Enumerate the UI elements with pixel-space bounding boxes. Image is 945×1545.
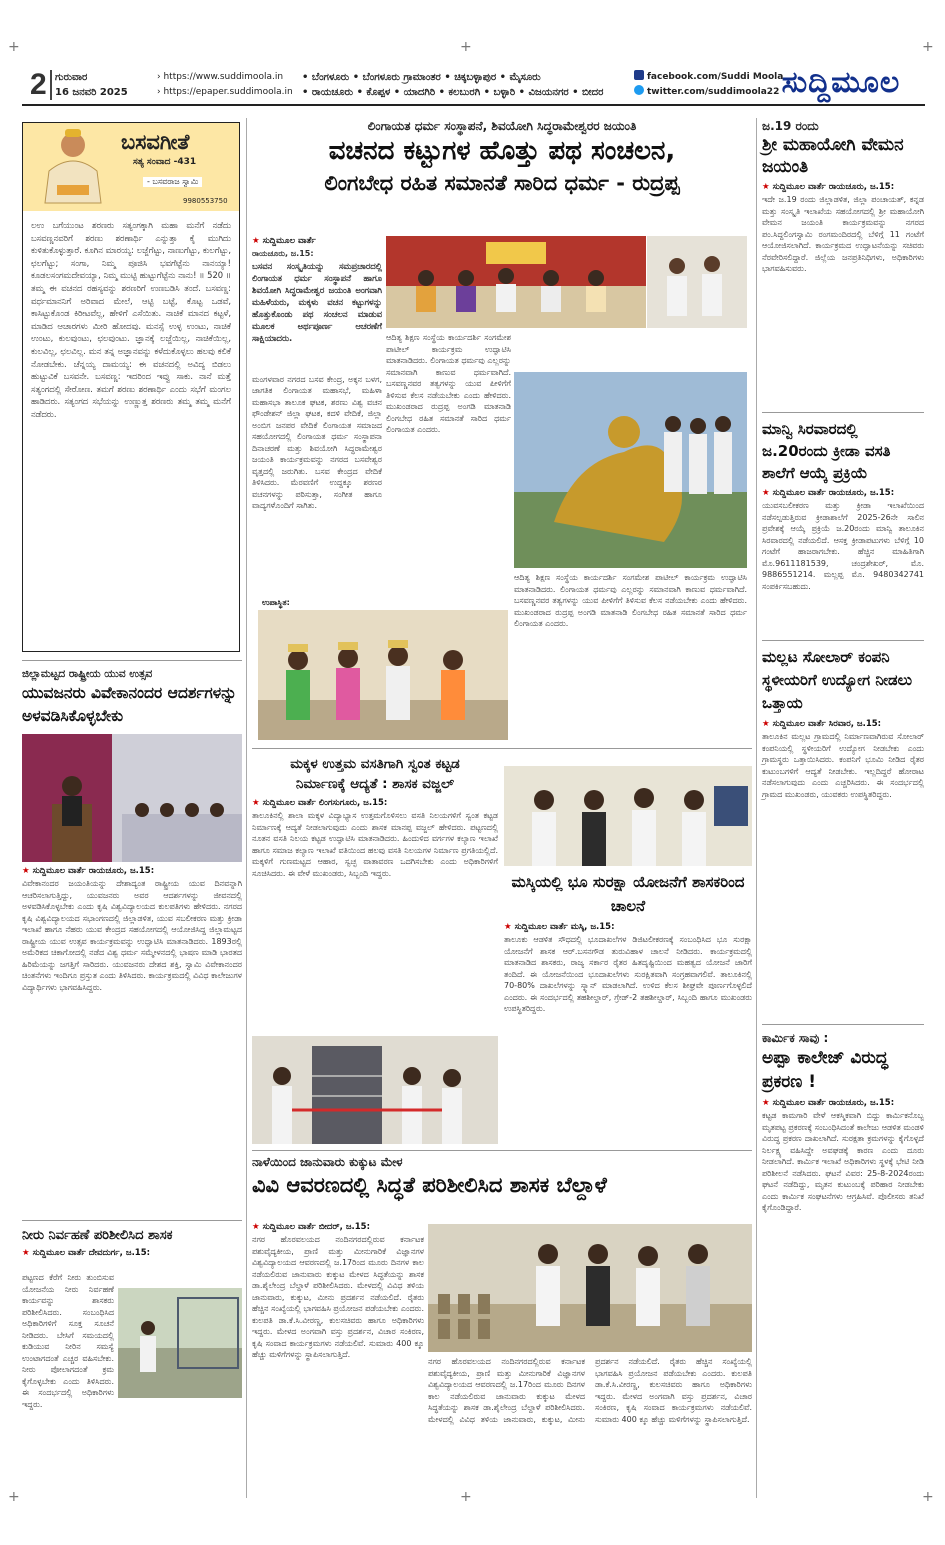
lead-headline: ವಚನದ ಕಟ್ಟುಗಳ ಹೊತ್ತು ಪಥ ಸಂಚಲನ,	[328, 136, 676, 166]
lead-story-col2	[386, 332, 511, 582]
statue-illustration	[514, 372, 747, 568]
story-divider	[762, 640, 924, 641]
lead-photo-procession	[258, 610, 508, 740]
crop-mark: +	[922, 39, 934, 55]
story-kicker: ಕಾರ್ಮಿಕ ಸಾವು :	[762, 1031, 829, 1045]
karmika-story	[762, 1030, 924, 1464]
byline-name: ಸುದ್ದಿಮೂಲ ವಾರ್ತೆ	[772, 1098, 826, 1108]
dateline: ರಾಯಚೂರು, ಜ.15:	[252, 249, 314, 258]
story-divider	[22, 1220, 242, 1221]
column-title: ಬಸವಗೀತೆ	[121, 130, 190, 154]
edition-cities	[302, 70, 603, 100]
byline: ★ ಸುದ್ದಿಮೂಲ ವಾರ್ತೆ ಬೀದರ್, ಜ.15:	[252, 1222, 370, 1232]
url-list	[157, 70, 293, 100]
column-body: ಲಉ ಬಗೆಯುಂಟ ಶರಣರು ಸತ್ಯಂಗಕ್ಕಾಗಿ ಮಹಾ ಮನೆಗೆ ನಡೆದು ಬಸವಣ್ಣನವರಿಗೆ ಶರಣು ಶರಣಾರ್ಥಿ ಎನ್ನುತ್ತಾ ಕೈ ಮುಗಿದು ಕುಳಿತುಕೊಳ್ಳುತ್ತಾರೆ. ಕೂಗಿನ ಮಾರಯ್ಯ: ಲಜ್ಜೆಗೆಟ್ಟು, ನಾಣುಗೆಟ್ಟು, ಕುಲಗೆಟ್ಟು, ಛಲಗೆಟ್ಟು; ಸಂಗಾ, ನಿಮ್ಮ ಪೂಜಿಸಿ ಭವಗೆಟ್ಟೆನು ನಾನಯ್ಯಾ! ಕೂಡಲಸಂಗಮದೇವಯ್ಯಾ, ನಿಮ್ಮ ಮುಟ್ಟಿ ಹುಟ್ಟುಗೆಟ್ಟೆನು ನಾನು! ॥ 520 ॥ ತಮ್ಮ ಈ ವಚನದ ರಹಸ್ಯವನ್ನು ಶರಣರಿಗೆ ಉಣಬಡಿಸಿ ತಂದೆ. ಬಸವಣ್ಣ: ವರ್ಧಮಾನನಿಗೆ ಅರಿವಾದ ಮೇಲೆ, ಆಟ್ಟಿ ಬಟ್ಟೆ, ಕೊಟ್ಟ ಒಡವೆ, ಕಾಸಿಟ್ಟುಕೊಂಡ ಕಿರೀಟವೆಲ್ಲ, ಹೇಳಿಗೆ ಎಸೆಯಿತು. ನಾಚಿಕೆ ಮಾನದ ಕಟ್ಟಳೆ, ಮಾಡಿದ ಆಚಾರಗಳು ಮೀರಿ ಹೋದವು. ಮನಸ್ಸೆ ಉಳ್ಳ ಉಂಟು, ನಾಚಿಕೆ ಉಂಟು, ಕುಲವುಂಟು, ಛಲವುಂಟು. ಜ್ಞಾನಕ್ಕೆ ಲಜ್ಜೆಯಿಲ್ಲ, ನಾಚಿಕೆಯಿಲ್ಲ, ಕುಲವಿಲ್ಲ, ಛಲವಿಲ್ಲ. ಮನ ತನ್ನ ಅಜ್ಞಾನವನ್ನು ಕಳೆದುಕೊಳ್ಳಲು ಹಲವು ಕಲಿಕೆ ನೋಡಬೇಕು. ಚೆನ್ನಯ್ಯ ದಾಮಯ್ಯ: ಈ ವಚನದಲ್ಲಿ ಅವಿದ್ಯ ಬಿಡಲು ಹುಟ್ಟುವಿಕೆ ಬಸವನೇ. ಬಸವಣ್ಣ: ಇದರಿಂದ ಇವ್ವು ಸಾಕು. ನಾನೆ ಮತ್ತೆ ಸತ್ಯಂಗದಲ್ಲಿ ಸೇರೋಣ. ತಮಗೆ ಶರಣು ಶರಣಾರ್ಥಿ ಎಂದು ಸಭೆಗೆ ಮಂಗಲ ಹಾಡಿದರು. ಸತ್ಯಂಗದ ಸಭೆಯನ್ನು ಉಣ್ಣುತ್ತ ಶರಣರು ತಮ್ಮ ತಮ್ಮ ಮನೆಗೆ ನಡೆದರು.	[31, 220, 231, 419]
byline: ★ ಸುದ್ದಿಮೂಲ ವಾರ್ತೆ ಸಿರವಾರ, ಜ.15:	[762, 719, 882, 729]
column-divider	[246, 118, 247, 1498]
procession-illustration	[258, 610, 508, 740]
lead-kicker: ಲಿಂಗಾಯತ ಧರ್ಮ ಸಂಸ್ಥಾಪನೆ, ಶಿವಯೋಗಿ ಸಿದ್ಧರಾಮೇಶ್ವರರ ಜಯಂತಿ	[367, 119, 637, 133]
lead-intro: ಬಸವನ ಸಂಸ್ಕೃತಿಯನ್ನು ಸಮಪ್ರಚಾರದಲ್ಲಿ ಲಿಂಗಾಯತ ಧರ್ಮ ಸಂಸ್ಥಾಪನೆ ಹಾಗೂ ಶಿವಯೋಗಿ ಸಿದ್ಧರಾಮೇಶ್ವರ ಜಯಂತಿ ಅಂಗವಾಗಿ ಮಹಿಳೆಯರು, ಮಕ್ಕಳು ವಚನ ಕಟ್ಟುಗಳನ್ನು ಹೊತ್ತುಕೊಂಡು ಪಥ ಸಂಚಲನ ಮಾಡುವ ಮೂಲಕ ಅರ್ಥಪೂರ್ಣ ಆಚರಣೆಗೆ ಸಾಕ್ಷಿಯಾದರು.	[252, 260, 382, 343]
story-body: ನಗರ ಹೊರವಲಯದ ನಂದಿನಗರದಲ್ಲಿರುವ ಕರ್ನಾಟಕ ಪಶುವೈದ್ಯಕೀಯ, ಪ್ರಾಣಿ ಮತ್ತು ಮೀನುಗಾರಿಕೆ ವಿಜ್ಞಾನಗಳ ವಿಶ್ವವಿದ್ಯಾಲಯದ ಆವರಣದಲ್ಲಿ ಜ.17ರಿಂದ ಮೂರು ದಿನಗಳ ಕಾಲ ನಡೆಯಲಿರುವ ಜಾನುವಾರು ಕುಕ್ಕುಟ ಮೇಳದ ಸಿದ್ಧತೆಯನ್ನು ಶಾಸಕ ಡಾ.ಶೈಲೇಂದ್ರ ಬೆಲ್ದಾಳೆ ಪರಿಶೀಲಿಸಿದರು. ಮೇಳದಲ್ಲಿ ವಿವಿಧ ತಳಿಯ ಜಾನುವಾರು, ಕುಕ್ಕುಟ, ಮೀನು ಪ್ರದರ್ಶನ ನಡೆಯಲಿದೆ. ರೈತರು ಹೆಚ್ಚಿನ ಸಂಖ್ಯೆಯಲ್ಲಿ ಭಾಗವಹಿಸಿ ಪ್ರಯೋಜನ ಪಡೆಯಬೇಕು ಎಂದರು. ಕುಲಪತಿ ಡಾ.ಕೆ.ಸಿ.ವೀರಣ್ಣ, ಕುಲಸಚಿವರು ಹಾಗೂ ಅಧಿಕಾರಿಗಳು ಇದ್ದರು. ಮೇಳದ ಅಂಗವಾಗಿ ವಸ್ತು ಪ್ರದರ್ಶನ, ವಿಚಾರ ಸಂಕಿರಣ, ಕೃಷಿ ಸಂವಾದ ಕಾರ್ಯಕ್ರಮಗಳು ನಡೆಯಲಿವೆ. ಸುಮಾರು 400 ಕ್ಕೂ ಹೆಚ್ಚು ಮಳಿಗೆಗಳನ್ನು ಸ್ಥಾಪಿಸಲಾಗುತ್ತಿದೆ.	[252, 1235, 424, 1359]
twitter-icon	[634, 85, 644, 95]
fair-photo	[428, 1224, 752, 1352]
facebook-link[interactable]: facebook.com/Suddi Moola	[647, 72, 784, 82]
byline-name: ಸುದ್ದಿಮೂಲ ವಾರ್ತೆ	[514, 922, 568, 932]
story-headline: ಅಪ್ಪಾ ಕಾಲೇಜ್ ವಿರುದ್ಧ ಪ್ರಕರಣ !	[762, 1048, 889, 1092]
auditorium-illustration	[22, 734, 242, 862]
story-headline: ಮಸ್ಕಿಯಲ್ಲಿ ಭೂ ಸುರಕ್ಷಾ ಯೋಜನೆಗೆ ಶಾಸಕರಿಂದ ಚಾಲನೆ	[511, 873, 745, 915]
masthead	[22, 66, 925, 106]
story-body: ತಾಲೂಕಿನಲ್ಲಿ ಶಾಲಾ ಮಕ್ಕಳ ವಿದ್ಯಾಭ್ಯಾಸ ಉತ್ತಮಗೊಳಿಸಲು ವಸತಿ ನಿಲಯಗಳಿಗೆ ಸ್ವಂತ ಕಟ್ಟಡ ನಿರ್ಮಾಣಕ್ಕೆ ಆದ್ಯತೆ ನೀಡಲಾಗುವುದು ಎಂದು ಶಾಸಕ ಮಾನಪ್ಪ ವಜ್ಜಲ್ ಹೇಳಿದರು. ಪಟ್ಟಣದಲ್ಲಿ ನೂತನ ವಸತಿ ನಿಲಯ ಕಟ್ಟಡ ಉದ್ಘಾಟಿಸಿ ಮಾತನಾಡಿದರು. ಹಿಂದುಳಿದ ವರ್ಗಗಳ ಕಲ್ಯಾಣ ಇಲಾಖೆ ಹಾಗೂ ಸಮಾಜ ಕಲ್ಯಾಣ ಇಲಾಖೆ ವತಿಯಿಂದ ಹಲವು ವಸತಿ ನಿಲಯಗಳ ನಿರ್ಮಾಣ ಪ್ರಗತಿಯಲ್ಲಿದೆ. ಮಕ್ಕಳಿಗೆ ಗುಣಮಟ್ಟದ ಆಹಾರ, ಸ್ವಚ್ಛ ವಾತಾವರಣ ಒದಗಿಸಬೇಕು ಎಂದು ಅಧಿಕಾರಿಗಳಿಗೆ ಸೂಚಿಸಿದರು. ಈ ವೇಳೆ ಮುಖಂಡರು, ಸಿಬ್ಬಂದಿ ಇದ್ದರು.	[252, 811, 498, 878]
story-body: ತಾಲೂಕಿನ ಮಲ್ಲಟ ಗ್ರಾಮದಲ್ಲಿ ನಿರ್ಮಾಣವಾಗಿರುವ ಸೋಲಾರ್ ಕಂಪನಿಯಲ್ಲಿ ಸ್ಥಳೀಯರಿಗೆ ಉದ್ಯೋಗ ನೀಡಬೇಕು ಎಂದು ಗ್ರಾಮಸ್ಥರು ಒತ್ತಾಯಿಸಿದರು. ಕಂಪನಿಗೆ ಭೂಮಿ ನೀಡಿದ ರೈತರ ಕುಟುಂಬಗಳಿಗೆ ಆದ್ಯತೆ ನೀಡಬೇಕು. ಇಲ್ಲದಿದ್ದರೆ ಹೋರಾಟ ನಡೆಸಲಾಗುವುದು ಎಂದು ಎಚ್ಚರಿಸಿದರು. ಈ ಸಂದರ್ಭದಲ್ಲಿ ಗ್ರಾಮದ ಮುಖಂಡರು, ಯುವಕರು ಉಪಸ್ಥಿತರಿದ್ದರು.	[762, 732, 924, 799]
saint-portrait	[27, 123, 119, 211]
crop-mark: +	[460, 39, 472, 55]
office-event-illustration	[504, 766, 752, 866]
dateline: ದೇವದುರ್ಗ, ಜ.15:	[88, 1248, 151, 1258]
dateline: ಸಿರವಾರ, ಜ.15:	[828, 719, 882, 729]
page-number: 2	[30, 68, 47, 101]
spacer	[386, 336, 387, 586]
byline-name: ಸುದ್ದಿಮೂಲ ವಾರ್ತೆ	[32, 866, 86, 876]
lead-story-col1	[252, 236, 382, 614]
story-divider	[22, 660, 242, 661]
story-divider	[762, 412, 924, 413]
story-divider	[252, 748, 752, 749]
column-header	[23, 123, 239, 211]
youth-story	[22, 666, 242, 728]
crop-mark: +	[8, 1489, 20, 1505]
venue-inspection-illustration	[428, 1224, 752, 1352]
column-subtitle: ಸತ್ಯ ಸಂವಾದ -431	[133, 157, 197, 167]
facebook-icon	[634, 70, 644, 80]
byline: ★ ಸುದ್ದಿಮೂಲ ವಾರ್ತೆ ರಾಯಚೂರು, ಜ.15:	[22, 866, 155, 876]
byline: ★ ಸುದ್ದಿಮೂಲ ವಾರ್ತೆ ದೇವದುರ್ಗ, ಜ.15:	[22, 1248, 151, 1258]
lead-headline: ಲಿಂಗಬೇಧ ರಹಿತ ಸಮಾನತೆ ಸಾರಿದ ಧರ್ಮ - ರುದ್ರಪ್ಪ	[324, 171, 680, 195]
story-headline: ನಿರ್ಮಾಣಕ್ಕೆ ಆದ್ಯತೆ : ಶಾಸಕ ವಜ್ಜಲ್	[295, 776, 455, 792]
divider	[50, 70, 52, 100]
twitter-link[interactable]: twitter.com/suddimoola22	[647, 87, 780, 97]
lead-story-col3	[514, 572, 747, 628]
story-headline: ಮಾನ್ವಿ ಸಿರವಾರದಲ್ಲಿ ಜ.20ರಂದು ಕ್ರೀಡಾ ವಸತಿ ಶಾಲೆಗೆ ಆಯ್ಕೆ ಪ್ರಕ್ರಿಯೆ	[762, 420, 891, 482]
byline-name: ಸುದ್ದಿಮೂಲ ವಾರ್ತೆ	[262, 236, 316, 246]
lead-body-3: ಆದಿತ್ಯ ಶಿಕ್ಷಣ ಸಂಸ್ಥೆಯ ಕಾರ್ಯದರ್ಶಿ ಸಂಗಮೇಶ ಪಾಟೀಲ್ ಕಾರ್ಯಕ್ರಮ ಉದ್ಘಾಟಿಸಿ ಮಾತನಾಡಿದರು. ಲಿಂಗಾಯತ ಧರ್ಮವು ಎಲ್ಲರನ್ನು ಸಮಾನವಾಗಿ ಕಾಣುವ ಧರ್ಮವಾಗಿದೆ. ಬಸವಣ್ಣನವರ ತತ್ವಗಳನ್ನು ಯುವ ಪೀಳಿಗೆಗೆ ತಿಳಿಸುವ ಕೆಲಸ ನಡೆಯಬೇಕು ಎಂದು ಹೇಳಿದರು. ಮುಖಂಡರಾದ ರುದ್ರಪ್ಪ ಅಂಗಡಿ ಮಾತನಾಡಿ ಲಿಂಗಬೇಧ ರಹಿತ ಸಮಾನತೆ ಸಾರಿದ ಧರ್ಮ ಲಿಂಗಾಯತ ಎಂದರು.	[514, 573, 747, 628]
byline: ★ ಸುದ್ದಿಮೂಲ ವಾರ್ತೆ	[252, 236, 316, 246]
hostel-story	[252, 754, 498, 1048]
byline-name: ಸುದ್ದಿಮೂಲ ವಾರ್ತೆ	[32, 1248, 86, 1258]
water-photo	[118, 1288, 242, 1398]
story-headline: ಮಕ್ಕಳ ಉತ್ತಮ ವಸತಿಗಾಗಿ ಸ್ವಂತ ಕಟ್ಟಡ	[290, 756, 460, 772]
bhoo-photo	[504, 766, 752, 866]
fair-headline-block	[252, 1154, 752, 1200]
lead-body: ಮಂಗಳವಾರ ನಗರದ ಬಸವ ಕೇಂದ್ರ, ಅಕ್ಕನ ಬಳಗ, ಜಾಗತಿಕ ಲಿಂಗಾಯತ ಮಹಾಸಭೆ, ಮಹಿಳಾ ಮಹಾಸಭಾ ತಾಲೂಕ ಘಟಕ, ಶರಣು ವಿಶ್ವ ವಚನ ಫೌಂಡೇಶನ್ ಜಿಲ್ಲಾ ಘಟಕ, ಕದಳಿ ವೇದಿಕೆ, ಜಿಲ್ಲಾ ಅಂಬಿಗ ಜನಪರ ವೇದಿಕೆ ಲಿಂಗಾಯತ ಸಮಾಜದ ಸಹಯೋಗದಲ್ಲಿ ಲಿಂಗಾಯತ ಧರ್ಮ ಸಂಸ್ಥಾಪನಾ ದಿನಾಚರಣೆ ಮತ್ತು ಶಿವಯೋಗಿ ಸಿದ್ಧರಾಮೇಶ್ವರ ಜಯಂತಿ ಕಾರ್ಯಕ್ರಮವನ್ನು ನಗರದ ಬಸವೇಶ್ವರ ವೃತ್ತದಲ್ಲಿ ಜರುಗಿತು. ಬಸವ ಕೇಂದ್ರದ ವೇದಿಕೆ ತಿಳಿಸಿದರು. ಮೆರವಣಿಗೆ ಉದ್ದಕ್ಕೂ ಶರಣರ ವಚನಗಳನ್ನು ಪಠಿಸುತ್ತಾ, ಸಂಗೀತ ಹಾಗೂ ವಾದ್ಯಗಳೊಂದಿಗೆ ಸಾಗಿತು.	[252, 374, 382, 510]
dateline: ರಾಯಚೂರು, ಜ.15:	[828, 182, 895, 192]
story-body: ವಿವೇಕಾನಂದರ ಜಯಂತಿಯನ್ನು ದೇಶಾದ್ಯಂತ ರಾಷ್ಟ್ರೀಯ ಯುವ ದಿನವನ್ನಾಗಿ ಆಚರಿಸಲಾಗುತ್ತಿದ್ದು, ಯುವಜನರು ಅವರ ಆದರ್ಶಗಳನ್ನು ಜೀವನದಲ್ಲಿ ಅಳವಡಿಸಿಕೊಳ್ಳಬೇಕು ಎಂದು ಕೃಷಿ ವಿಶ್ವವಿದ್ಯಾಲಯದ ಕುಲಪತಿಗಳು ಹೇಳಿದರು. ನಗರದ ಕೃಷಿ ವಿಶ್ವವಿದ್ಯಾಲಯದ ಸಭಾಂಗಣದಲ್ಲಿ ಜಿಲ್ಲಾಡಳಿತ, ಯುವ ಸಬಲೀಕರಣ ಮತ್ತು ಕ್ರೀಡಾ ಇಲಾಖೆ ಹಾಗೂ ನೆಹರು ಯುವ ಕೇಂದ್ರದ ಸಹಯೋಗದಲ್ಲಿ ಆಯೋಜಿಸಿದ್ದ ಜಿಲ್ಲಾಮಟ್ಟದ ರಾಷ್ಟ್ರೀಯ ಯುವ ಉತ್ಸವ ಕಾರ್ಯಕ್ರಮವನ್ನು ಉದ್ಘಾಟಿಸಿ ಮಾತನಾಡಿದರು. 1893ರಲ್ಲಿ ಅಮೆರಿಕದ ಚಿಕಾಗೋದಲ್ಲಿ ನಡೆದ ವಿಶ್ವ ಧರ್ಮ ಸಮ್ಮೇಳನದಲ್ಲಿ ಭಾಷಣ ಮಾಡಿ ಭಾರತದ ಹಿರಿಮೆಯನ್ನು ಜಗತ್ತಿಗೆ ಸಾರಿದರು. ಯುವಜನರು ದೇಶದ ಶಕ್ತಿ, ಸ್ವಾಮಿ ವಿವೇಕಾನಂದರ ಚಿಂತನೆಗಳು ಇಂದಿಗೂ ಪ್ರಸ್ತುತ ಎಂದು ತಿಳಿಸಿದರು. ಕಾರ್ಯಕ್ರಮದಲ್ಲಿ ವಿವಿಧ ಕಾಲೇಜುಗಳ ವಿದ್ಯಾರ್ಥಿಗಳು ಭಾಗವಹಿಸಿದ್ದರು.	[22, 879, 242, 992]
dateline: ರಾಯಚೂರು, ಜ.15:	[828, 1098, 895, 1108]
water-story	[22, 1226, 242, 1260]
story-body: ಯುವಸಬಲೀಕರಣ ಮತ್ತು ಕ್ರೀಡಾ ಇಲಾಖೆಯಿಂದ ನಡೆಸಲ್ಪಡುತ್ತಿರುವ ಕ್ರೀಡಾಶಾಲೆಗೆ 2025-26ನೇ ಸಾಲಿನ ಪ್ರವೇಶಕ್ಕೆ ಆಯ್ಕೆ ಪ್ರಕ್ರಿಯೆ ಜ.20ರಂದು ಮಾನ್ವಿ ತಾಲೂಕಿನ ಸಿರವಾರದಲ್ಲಿ ನಡೆಯಲಿದೆ. ಆಸಕ್ತ ಕ್ರೀಡಾಪಟುಗಳು ಬೆಳಿಗ್ಗೆ 10 ಗಂಟೆಗೆ ಹಾಜರಾಗಬೇಕು. ಹೆಚ್ಚಿನ ಮಾಹಿತಿಗಾಗಿ ಮೊ.9611181539, ಚಂದ್ರಶೇಖರ್, ಮೊ. 9886551214. ಮಲ್ಲಪ್ಪ ಮೊ. 9480342741 ಸಂಪರ್ಕಿಸಬಹುದು.	[762, 501, 924, 591]
dateline: ರಾಯಚೂರು, ಜ.15:	[828, 488, 895, 498]
crop-mark: +	[460, 1489, 472, 1505]
story-body: ಪಟ್ಟಣದ ಕೆರೆಗೆ ನೀರು ತುಂಬಿಸುವ ಯೋಜನೆಯ ನೀರು ನಿರ್ವಹಣೆ ಕಾರ್ಯವನ್ನು ಶಾಸಕರು ಪರಿಶೀಲಿಸಿದರು. ಸಂಬಂಧಿಸಿದ ಅಧಿಕಾರಿಗಳಿಗೆ ಸೂಕ್ತ ಸೂಚನೆ ನೀಡಿದರು. ಬೇಸಿಗೆ ಸಮಯದಲ್ಲಿ ಕುಡಿಯುವ ನೀರಿನ ಸಮಸ್ಯೆ ಉಂಟಾಗದಂತೆ ಎಚ್ಚರ ವಹಿಸಬೇಕು. ನೀರು ಪೋಲಾಗದಂತೆ ಕ್ರಮ ಕೈಗೊಳ್ಳಬೇಕು ಎಂದು ತಿಳಿಸಿದರು. ಈ ಸಂದರ್ಭದಲ್ಲಿ ಅಧಿಕಾರಿಗಳು ಇದ್ದರು.	[22, 1273, 114, 1409]
story-headline: ಯುವಜನರು ವಿವೇಕಾನಂದರ ಆದರ್ಶಗಳನ್ನು ಅಳವಡಿಸಿಕೊಳ್ಳಬೇಕು	[22, 684, 237, 725]
dateline: ಮಸ್ಕಿ, ಜ.15:	[570, 922, 615, 932]
vemana-story	[762, 118, 924, 386]
byline: ★ ಸುದ್ದಿಮೂಲ ವಾರ್ತೆ ರಾಯಚೂರು, ಜ.15:	[762, 182, 895, 192]
byline-name: ಸುದ್ದಿಮೂಲ ವಾರ್ತೆ	[262, 1222, 316, 1232]
lead-photo-stage	[386, 236, 646, 328]
crop-mark: +	[922, 1489, 934, 1505]
hostel-photo	[252, 1036, 498, 1144]
story-headline: ಶ್ರೀ ಮಹಾಯೋಗಿ ವೇಮನ ಜಯಂತಿ	[762, 135, 904, 177]
crop-mark: +	[8, 39, 20, 55]
column-phone: 9980553750	[183, 197, 228, 205]
epaper-link[interactable]: › https://epaper.suddimoola.in	[157, 85, 293, 100]
byline: ★ ಸುದ್ದಿಮೂಲ ವಾರ್ತೆ ಮಸ್ಕಿ, ಜ.15:	[504, 922, 615, 932]
story-kicker: ನಾಳೆಯಿಂದ ಜಾನುವಾರು ಕುಕ್ಕುಟ ಮೇಳ	[252, 1155, 403, 1169]
byline-name: ಸುದ್ದಿಮೂಲ ವಾರ್ತೆ	[772, 719, 826, 729]
byline-name: ಸುದ್ದಿಮೂಲ ವಾರ್ತೆ	[772, 182, 826, 192]
dateline: ಲಿಂಗಸುಗೂರು, ಜ.15:	[318, 798, 388, 808]
stage-illustration	[386, 236, 646, 328]
basava-geete-column	[22, 122, 240, 652]
dateline: ಬೀದರ್, ಜ.15:	[318, 1222, 370, 1232]
byline: ★ ಸುದ್ದಿಮೂಲ ವಾರ್ತೆ ಲಿಂಗಸುಗೂರು, ಜ.15:	[252, 798, 388, 808]
fair-story	[252, 1222, 424, 1494]
story-body: ತಾಲೂಕು ಆಡಳಿತ ಸೌಧದಲ್ಲಿ ಭೂದಾಖಲೆಗಳ ಡಿಜಿಟಲೀಕರಣಕ್ಕೆ ಸಂಬಂಧಿಸಿದ ಭೂ ಸುರಕ್ಷಾ ಯೋಜನೆಗೆ ಶಾಸಕ ಆರ್.ಬಸನಗೌಡ ತುರುವಿಹಾಳ ಚಾಲನೆ ನೀಡಿದರು. ಕಾರ್ಯಕ್ರಮದಲ್ಲಿ ಮಾತನಾಡಿದ ಶಾಸಕರು, ರಾಜ್ಯ ಸರ್ಕಾರ ರೈತರ ಹಿತದೃಷ್ಟಿಯಿಂದ ಮಹತ್ವದ ಯೋಜನೆ ಜಾರಿಗೆ ತಂದಿದೆ. ಈ ಯೋಜನೆಯಿಂದ ಭೂದಾಖಲೆಗಳು ಸುರಕ್ಷಿತವಾಗಿ ಸಂಗ್ರಹವಾಗಲಿವೆ. ತಾಲೂಕಿನಲ್ಲಿ 70-80% ದಾಖಲೆಗಳನ್ನು ಸ್ಕ್ಯಾನ್ ಮಾಡಲಾಗಿದೆ. ಉಳಿದ ಕೆಲಸ ಶೀಘ್ರವೇ ಪೂರ್ಣಗೊಳ್ಳಲಿದೆ ಎಂದರು. ಈ ಸಂದರ್ಭದಲ್ಲಿ ತಹಶೀಲ್ದಾರ್, ಗ್ರೇಡ್-2 ತಹಶೀಲ್ದಾರ್, ಸಿಬ್ಬಂದಿ ಹಾಗೂ ಮುಖಂಡರು ಉಪಸ್ಥಿತರಿದ್ದರು.	[504, 935, 752, 1013]
newspaper-logo: ಸುದ್ದಿಮೂಲ	[781, 65, 901, 100]
inspection-illustration	[118, 1288, 242, 1398]
story-body: ನಗರ ಹೊರವಲಯದ ನಂದಿನಗರದಲ್ಲಿರುವ ಕರ್ನಾಟಕ ಪಶುವೈದ್ಯಕೀಯ, ಪ್ರಾಣಿ ಮತ್ತು ಮೀನುಗಾರಿಕೆ ವಿಜ್ಞಾನಗಳ ವಿಶ್ವವಿದ್ಯಾಲಯದ ಆವರಣದಲ್ಲಿ ಜ.17ರಿಂದ ಮೂರು ದಿನಗಳ ಕಾಲ ನಡೆಯಲಿರುವ ಜಾನುವಾರು ಕುಕ್ಕುಟ ಮೇಳದ ಸಿದ್ಧತೆಯನ್ನು ಶಾಸಕ ಡಾ.ಶೈಲೇಂದ್ರ ಬೆಲ್ದಾಳೆ ಪರಿಶೀಲಿಸಿದರು. ಮೇಳದಲ್ಲಿ ವಿವಿಧ ತಳಿಯ ಜಾನುವಾರು, ಕುಕ್ಕುಟ, ಮೀನು ಪ್ರದರ್ಶನ ನಡೆಯಲಿದೆ. ರೈತರು ಹೆಚ್ಚಿನ ಸಂಖ್ಯೆಯಲ್ಲಿ ಭಾಗವಹಿಸಿ ಪ್ರಯೋಜನ ಪಡೆಯಬೇಕು ಎಂದರು. ಕುಲಪತಿ ಡಾ.ಕೆ.ಸಿ.ವೀರಣ್ಣ, ಕುಲಸಚಿವರು ಹಾಗೂ ಅಧಿಕಾರಿಗಳು ಇದ್ದರು. ಮೇಳದ ಅಂಗವಾಗಿ ವಸ್ತು ಪ್ರದರ್ಶನ, ವಿಚಾರ ಸಂಕಿರಣ, ಕೃಷಿ ಸಂವಾದ ಕಾರ್ಯಕ್ರಮಗಳು ನಡೆಯಲಿವೆ. ಸುಮಾರು 400 ಕ್ಕೂ ಹೆಚ್ಚು ಮಳಿಗೆಗಳನ್ನು ಸ್ಥಾಪಿಸಲಾಗುತ್ತಿದೆ.	[428, 1357, 752, 1424]
story-headline: ವಿವಿ ಆವರಣದಲ್ಲಿ ಸಿದ್ಧತೆ ಪರಿಶೀಲಿಸಿದ ಶಾಸಕ ಬೆಲ್ದಾಳೆ	[252, 1173, 607, 1197]
byline: ★ ಸುದ್ದಿಮೂಲ ವಾರ್ತೆ ರಾಯಚೂರು, ಜ.15:	[762, 1098, 895, 1108]
sports-story	[762, 418, 924, 615]
fair-story-cont	[428, 1356, 752, 1486]
story-body: ಇದೇ ಜ.19 ರಂದು ಜಿಲ್ಲಾಡಳಿತ, ಜಿಲ್ಲಾ ಪಂಚಾಯತ್, ಕನ್ನಡ ಮತ್ತು ಸಂಸ್ಕೃತಿ ಇಲಾಖೆಯ ಸಹಯೋಗದಲ್ಲಿ ಶ್ರೀ ಮಹಾಯೋಗಿ ವೇಮನ ಜಯಂತಿ ಕಾರ್ಯಕ್ರಮವನ್ನು ನಗರದ ಪಂ.ಸಿದ್ದಲಿಂಗಸ್ವಾಮಿ ರಂಗಮಂದಿರದಲ್ಲಿ ಬೆಳಿಗ್ಗೆ 11 ಗಂಟೆಗೆ ಆಯೋಜಿಸಲಾಗಿದೆ. ಕಾರ್ಯಕ್ರಮದ ಉದ್ಘಾಟನೆಯನ್ನು ಸಚಿವರು ನೆರವೇರಿಸಲಿದ್ದಾರೆ. ಜಿಲ್ಲೆಯ ಜನಪ್ರತಿನಿಧಿಗಳು, ಅಧಿಕಾರಿಗಳು ಭಾಗವಹಿಸುವರು.	[762, 195, 924, 273]
date: 16 ಜನವರಿ 2025	[55, 87, 128, 98]
youth-story-body	[22, 866, 242, 1213]
people-illustration	[647, 236, 747, 328]
lead-body-2: ಆದಿತ್ಯ ಶಿಕ್ಷಣ ಸಂಸ್ಥೆಯ ಕಾರ್ಯದರ್ಶಿ ಸಂಗಮೇಶ ಪಾಟೀಲ್ ಕಾರ್ಯಕ್ರಮ ಉದ್ಘಾಟಿಸಿ ಮಾತನಾಡಿದರು. ಲಿಂಗಾಯತ ಧರ್ಮವು ಎಲ್ಲರನ್ನು ಸಮಾನವಾಗಿ ಕಾಣುವ ಧರ್ಮವಾಗಿದೆ. ಬಸವಣ್ಣನವರ ತತ್ವಗಳನ್ನು ಯುವ ಪೀಳಿಗೆಗೆ ತಿಳಿಸುವ ಕೆಲಸ ನಡೆಯಬೇಕು ಎಂದು ಹೇಳಿದರು. ಮುಖಂಡರಾದ ರುದ್ರಪ್ಪ ಅಂಗಡಿ ಮಾತನಾಡಿ ಲಿಂಗಬೇಧ ರಹಿತ ಸಮಾನತೆ ಸಾರಿದ ಧರ್ಮ ಲಿಂಗಾಯತ ಎಂದರು.	[386, 333, 511, 434]
byline-name: ಸುದ್ದಿಮೂಲ ವಾರ್ತೆ	[262, 798, 316, 808]
story-headline: ನೀರು ನಿರ್ವಹಣೆ ಪರಿಶೀಲಿಸಿದ ಶಾಸಕ	[22, 1228, 173, 1243]
lead-photo-people	[647, 236, 747, 328]
solar-story	[762, 646, 924, 987]
ribbon-cutting-illustration	[252, 1036, 498, 1144]
bhoo-story	[504, 870, 752, 1154]
story-kicker: ಜಿಲ್ಲಾಮಟ್ಟದ ರಾಷ್ಟ್ರೀಯ ಯುವ ಉತ್ಸವ	[22, 668, 153, 680]
byline: ★ ಸುದ್ದಿಮೂಲ ವಾರ್ತೆ ರಾಯಚೂರು, ಜ.15:	[762, 488, 895, 498]
story-kicker: ಜ.19 ರಂದು	[762, 119, 819, 133]
water-story-body	[22, 1272, 114, 1490]
story-divider	[252, 1150, 752, 1151]
photo-caption: ಉಪಾಸ್ಥಿತ:	[262, 598, 290, 607]
column-divider	[756, 118, 757, 1498]
lead-photo-statue	[514, 372, 747, 568]
cities-line: • ಬೆಂಗಳೂರು • ಬೆಂಗಳೂರು ಗ್ರಾಮಾಂತರ • ಚಿಕ್ಕಬಳ್ಳಾಪುರ • ಮೈಸೂರು	[302, 72, 541, 83]
story-divider	[762, 1024, 924, 1025]
lead-headline-block	[252, 118, 752, 204]
column-author: - ಬಸವರಾಜ ಸ್ವಾಮಿ	[143, 177, 202, 187]
byline-name: ಸುದ್ದಿಮೂಲ ವಾರ್ತೆ	[772, 488, 826, 498]
issue-date	[55, 70, 128, 100]
story-headline: ಮಲ್ಲಟ ಸೋಲಾರ್ ಕಂಪನಿ ಸ್ಥಳೀಯರಿಗೆ ಉದ್ಯೋಗ ನೀಡಲು ಒತ್ತಾಯ	[762, 648, 913, 712]
weekday: ಗುರುವಾರ	[55, 72, 88, 83]
youth-photo	[22, 734, 242, 862]
dateline: ರಾಯಚೂರು, ಜ.15:	[88, 866, 155, 876]
cities-line: • ರಾಯಚೂರು • ಕೊಪ್ಪಳ • ಯಾದಗಿರಿ • ಕಲಬುರಗಿ • ಬಳ್ಳಾರಿ • ವಿಜಯನಗರ • ಬೀದರ	[302, 87, 604, 98]
web-link[interactable]: › https://www.suddimoola.in	[157, 70, 293, 85]
story-body: ಕಟ್ಟಡ ಕಾಮಗಾರಿ ವೇಳೆ ಆಕಸ್ಮಿಕವಾಗಿ ಬಿದ್ದು ಕಾರ್ಮಿಕನೊಬ್ಬ ಮೃತಪಟ್ಟ ಪ್ರಕರಣಕ್ಕೆ ಸಂಬಂಧಿಸಿದಂತೆ ಕಾಲೇಜು ಆಡಳಿತ ಮಂಡಳಿ ವಿರುದ್ಧ ಪ್ರಕರಣ ದಾಖಲಾಗಿದೆ. ಸುರಕ್ಷತಾ ಕ್ರಮಗಳನ್ನು ಕೈಗೊಳ್ಳದೆ ನಿರ್ಲಕ್ಷ್ಯ ವಹಿಸಿದ್ದೇ ಅವಘಡಕ್ಕೆ ಕಾರಣ ಎಂದು ದೂರು ನೀಡಲಾಗಿದೆ. ಕಾರ್ಮಿಕ ಇಲಾಖೆ ಅಧಿಕಾರಿಗಳು ಸ್ಥಳಕ್ಕೆ ಭೇಟಿ ನೀಡಿ ಪರಿಶೀಲನೆ ನಡೆಸಿದರು. ಘಟನೆ ವಿವರ: 25-8-2024ರಂದು ಘಟನೆ ನಡೆದಿದ್ದು, ಮೃತನ ಕುಟುಂಬಕ್ಕೆ ಪರಿಹಾರ ನೀಡಬೇಕು ಎಂದು ಕಾರ್ಮಿಕ ಸಂಘಟನೆಗಳು ಆಗ್ರಹಿಸಿವೆ. ಪೊಲೀಸರು ತನಿಖೆ ಕೈಗೊಂಡಿದ್ದಾರೆ.	[762, 1111, 924, 1212]
